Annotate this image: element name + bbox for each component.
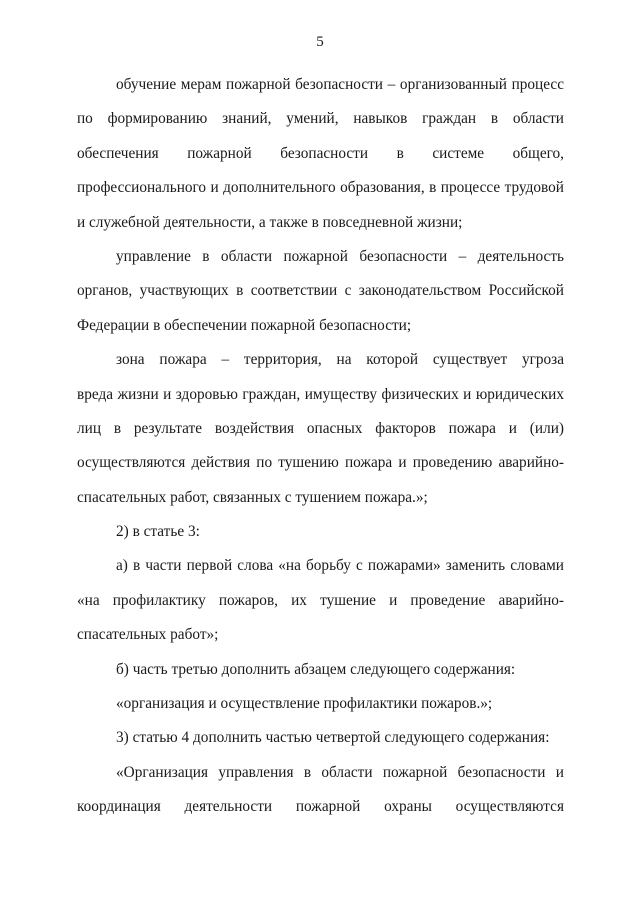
text-line: спасательных работ, связанных с тушением пожара.»; [77, 488, 428, 506]
text-line: «Организация управления в области пожарной безопасности и [116, 763, 564, 781]
document-body [77, 68, 564, 825]
text-line: «на профилактику пожаров, их тушение и проведение аварийно- [77, 591, 564, 609]
paragraph [77, 515, 564, 549]
text-line: «организация и осуществление профилактики пожаров.»; [116, 695, 493, 713]
paragraph [77, 756, 564, 825]
text-line: 2) в статье 3: [116, 523, 200, 541]
text-line: спасательных работ»; [77, 626, 219, 644]
text-line: 3) статью 4 дополнить частью четвертой следующего содержания: [116, 729, 550, 747]
text-line: б) часть третью дополнить абзацем следующего содержания: [116, 660, 516, 678]
text-line: осуществляются действия по тушению пожара и проведению аварийно- [77, 454, 564, 472]
text-line: управление в области пожарной безопасности – деятельность [116, 247, 564, 265]
text-line: органов, участвующих в соответствии с законодательством Российской [77, 282, 564, 300]
text-line: лиц в результате воздействия опасных факторов пожара и (или) [77, 419, 564, 437]
text-line: Федерации в обеспечении пожарной безопасности; [77, 316, 412, 334]
text-line: а) в части первой слова «на борьбу с пожарами» заменить словами [116, 557, 564, 575]
paragraph [77, 721, 564, 755]
text-line: и служебной деятельности, а также в повседневной жизни; [77, 213, 463, 231]
paragraph [77, 68, 564, 240]
paragraph [77, 687, 564, 721]
text-line: по формированию знаний, умений, навыков граждан в области [77, 110, 564, 128]
text-line: обучение мерам пожарной безопасности – организованный процесс [116, 76, 564, 93]
paragraph [77, 549, 564, 652]
text-line: обеспечения пожарной безопасности в системе общего, [77, 144, 564, 162]
page-number: 5 [316, 34, 324, 50]
text-line: координация деятельности пожарной охраны осуществляются [77, 798, 564, 816]
text-line: профессионального и дополнительного образования, в процессе трудовой [77, 179, 564, 197]
text-line: зона пожара – территория, на которой существует угроза [116, 351, 564, 369]
paragraph [77, 240, 564, 343]
text-line: вреда жизни и здоровью граждан, имуществу физических и юридических [77, 385, 564, 403]
paragraph [77, 653, 564, 687]
paragraph [77, 343, 564, 515]
